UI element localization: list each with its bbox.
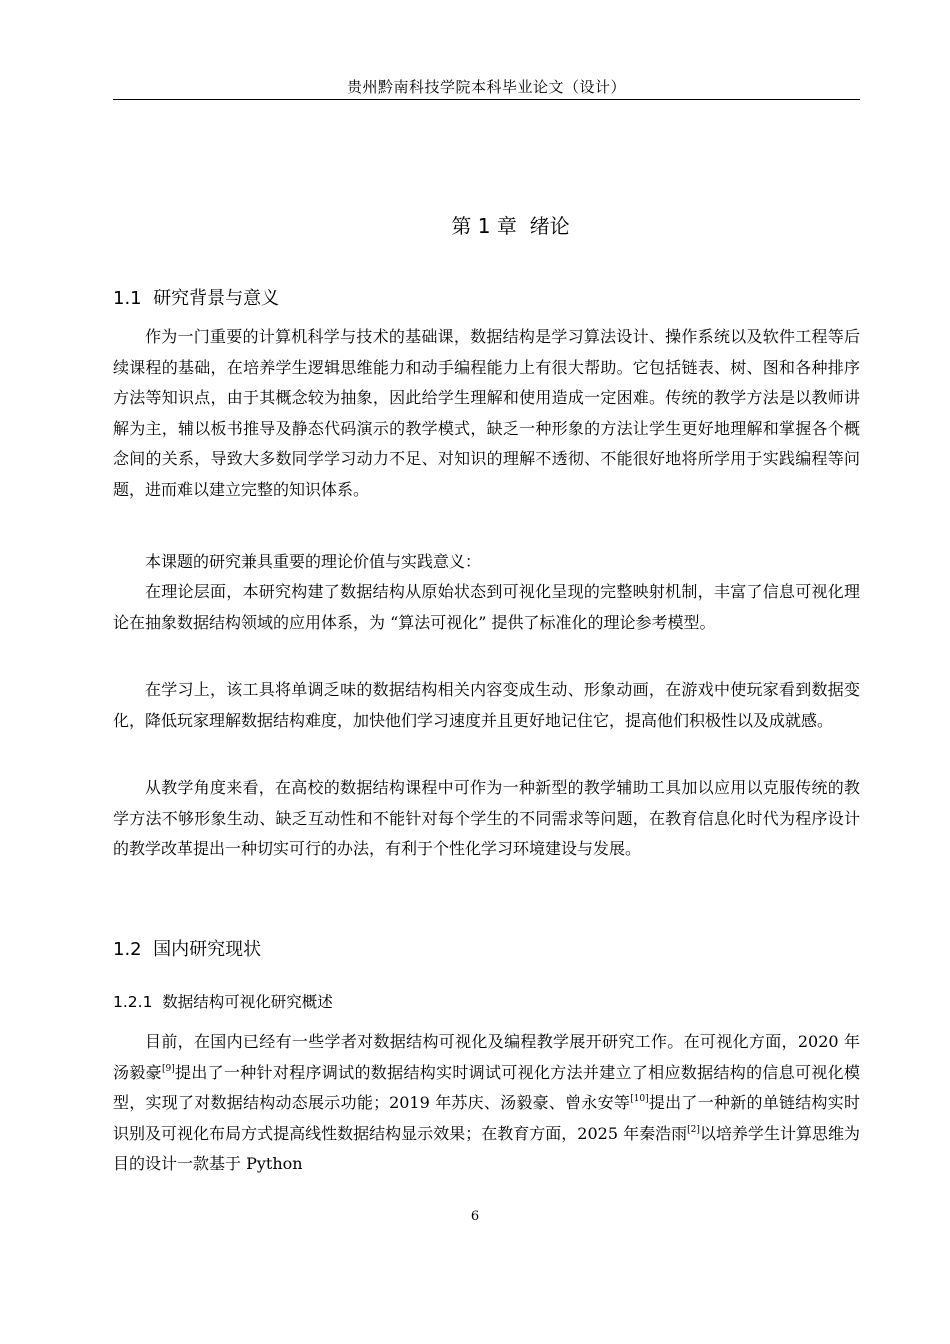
citation-ref: [2] [687, 1124, 700, 1135]
paragraph-teaching: 从教学角度来看，在高校的数据结构课程中可作为一种新型的教学辅助工具加以应用以克服传统的教学方法不够形象生动、缺乏互动性和不能针对每个学生的不同需求等问题，在教育信息化时代为程序设计的教学改革提出一种切实可行的办法，有利于个性化学习环境建设与发展。 [113, 778, 860, 858]
chapter-title: 第 1 章 绪论 [451, 214, 570, 238]
paragraph-background: 作为一门重要的计算机科学与技术的基础课，数据结构是学习算法设计、操作系统以及软件工程等后续课程的基础，在培养学生逻辑思维能力和动手编程能力上有很大帮助。它包括链表、树、图和各种排序方法等知识点，由于其概念较为抽象，因此给学生理解和使用造成一定困难。传统的教学方法是以教师讲解为主，辅以板书推导及静态代码演示的教学模式，缺乏一种形象的方法让学生更好地理解和掌握各个概念间的关系，导致大多数同学学习动力不足、对知识的理解不透彻、不能很好地将所学用于实践编程等问题，进而难以建立完整的知识体系。 [113, 327, 860, 499]
citation-ref: [10] [630, 1094, 649, 1104]
paragraph-domestic-research [113, 1027, 860, 1180]
paragraph-theory: 在理论层面，本研究构建了数据结构从原始状态到可视化呈现的完整映射机制，丰富了信息可视化理论在抽象数据结构领域的应用体系，为 “算法可视化” 提供了标准化的理论参考模型。 [113, 582, 860, 632]
page-number: 6 [470, 1209, 480, 1224]
paragraph-text: 提出了一种针对程序调试的数据结构实时调试可视化方法并建立了相应数据结构的信息可视化模型，实现了对数据结构动态展示功能；2019 年苏庆、汤毅豪、曾永安等 [113, 1062, 860, 1112]
header-rule [113, 99, 860, 100]
paragraph-text: 以培养学生计算思维为目的设计一款基于 Python [113, 1123, 860, 1173]
subsection-heading-1-2-1: 1.2.1 数据结构可视化研究概述 [113, 993, 333, 1011]
running-header: 贵州黔南科技学院本科毕业论文（设计） [346, 78, 626, 96]
paragraph-significance-intro: 本课题的研究兼具重要的理论价值与实践意义： [145, 552, 482, 571]
paragraph-text: 提出了一种新的单链结构实时识别及可视化布局方式提高线性数据结构显示效果；在教育方面，2025 年秦浩雨 [113, 1093, 860, 1143]
paragraph-learning: 在学习上，该工具将单调乏味的数据结构相关内容变成生动、形象动画，在游戏中使玩家看到数据变化，降低玩家理解数据结构难度，加快他们学习速度并且更好地记住它，提高他们积极性以及成就感。 [113, 680, 860, 730]
citation-ref: [9] [161, 1063, 175, 1074]
paragraph-text: 目前，在国内已经有一些学者对数据结构可视化及编程教学展开研究工作。在可视化方面，2020 年汤毅豪 [113, 1032, 860, 1082]
section-heading-1-1: 1.1 研究背景与意义 [113, 288, 280, 309]
section-heading-1-2: 1.2 国内研究现状 [113, 939, 262, 960]
